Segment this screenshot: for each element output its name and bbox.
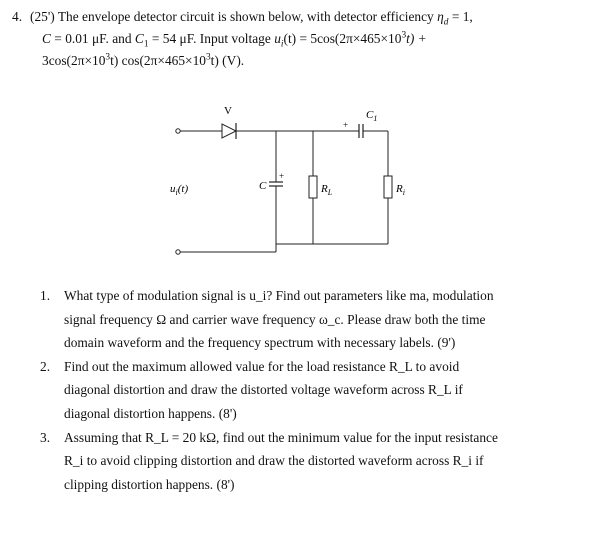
input-terminal-bottom	[176, 250, 180, 254]
question-list	[40, 284, 600, 496]
diode-symbol	[222, 123, 236, 139]
capacitor-c1-label: $C_1$	[366, 109, 378, 123]
problem-statement	[12, 6, 602, 72]
resistor-ri	[384, 131, 392, 244]
problem-line-3: $3\cos(2\pi\times 10^3t)$ $\cos(2\pi\times 465\times 10^3t)$ (V).	[42, 52, 245, 68]
capacitor-c	[269, 131, 283, 244]
capacitor-c1-plus: +	[343, 120, 349, 130]
resistor-rl-label: $R_L$	[321, 183, 333, 197]
resistor-rl	[309, 131, 317, 244]
question-3: 3. Assuming that R_L = 20 kΩ, find out the minimum value for the input resistance R_i to avoid clipping distortion and draw the distorted waveform across R_i if clipping distortion happens. (8')	[40, 429, 498, 492]
capacitor-c-plus: +	[279, 171, 285, 181]
resistor-ri-label: $R_i$	[396, 183, 405, 197]
problem-line-1: (25') The envelope detector circuit is shown below, with detector efficiency $\eta_d = 1$,	[30, 9, 473, 28]
envelope-detector-circuit	[158, 96, 418, 266]
diode-label: V	[224, 105, 232, 117]
input-terminal-top	[176, 129, 180, 133]
question-1: 1. What type of modulation signal is u_i? Find out parameters like ma, modulation signal frequency Ω and carrier wave frequency ω_c. Please draw both the time domain waveform and the frequency spectrum with necessary labels. (9')	[40, 288, 494, 351]
problem-points: (25')	[30, 9, 55, 24]
problem-number: 4.	[12, 9, 23, 24]
input-voltage-label: $u_i(t)$	[170, 183, 189, 197]
question-2: 2. Find out the maximum allowed value for the load resistance R_L to avoid diagonal distortion and draw the distorted voltage waveform across R_L if diagonal distortion happens. (8')	[40, 358, 463, 421]
capacitor-c1	[348, 124, 388, 138]
problem-line-2: C = 0.01 μF. and $C_1 = 54$ μF. Input voltage $u_i(t) = 5\cos(2\pi\times 465\times 10^3t)$ +	[42, 30, 427, 50]
capacitor-c-label: C	[259, 180, 267, 192]
